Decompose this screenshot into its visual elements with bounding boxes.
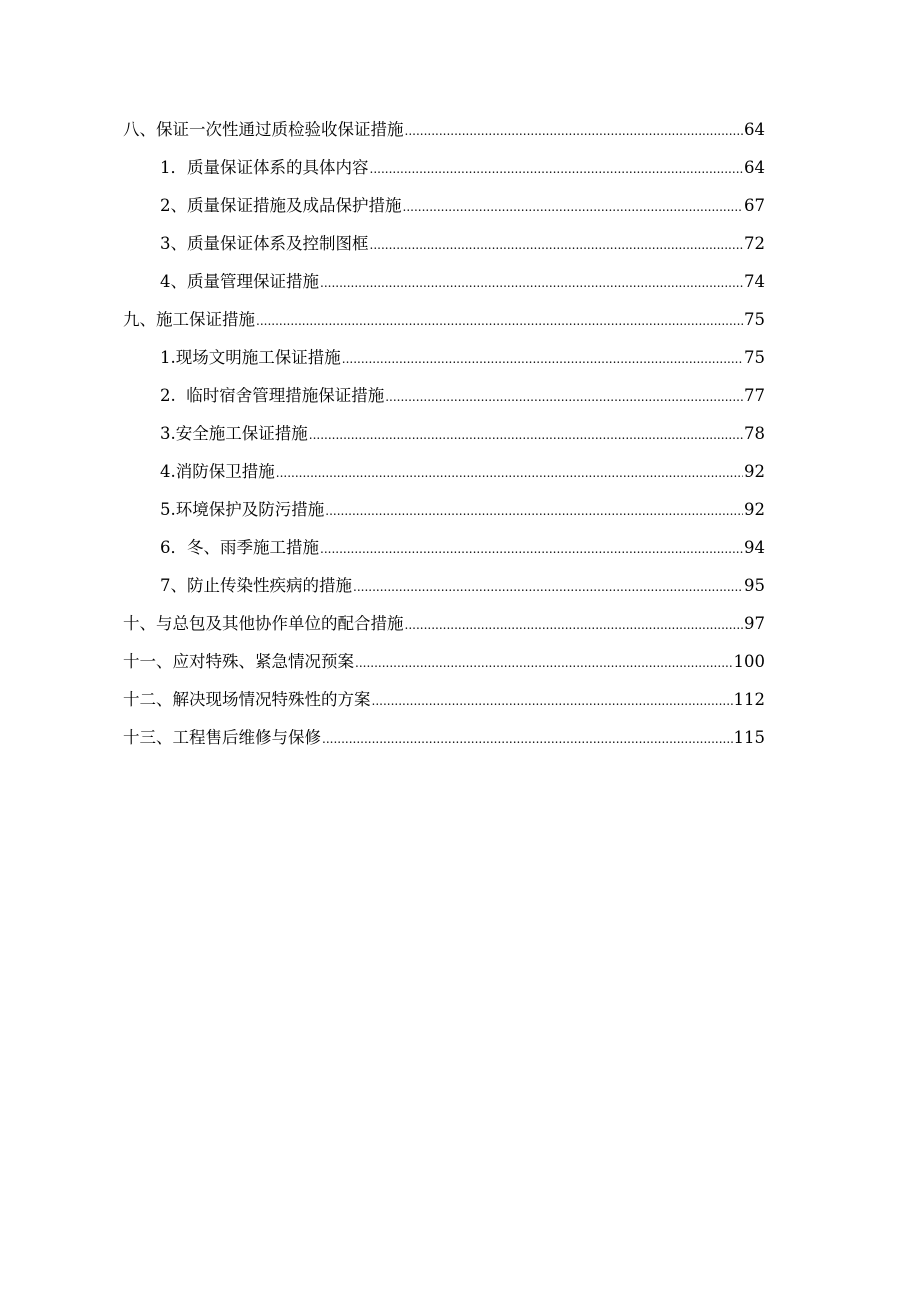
- toc-entry-title: 十三、工程售后维修与保修: [123, 728, 321, 747]
- toc-entry-8-1[interactable]: [123, 152, 765, 190]
- toc-entry-page: 75: [744, 310, 765, 329]
- toc-entry-title: 6．冬、雨季施工措施: [160, 538, 319, 557]
- toc-dot-leader: [325, 495, 743, 527]
- toc-dot-leader: [256, 305, 743, 337]
- toc-entry-title: 2、质量保证措施及成品保护措施: [160, 196, 402, 215]
- toc-dot-leader: [372, 685, 733, 717]
- toc-entry-title: 2. 临时宿舍管理措施保证措施: [160, 386, 385, 405]
- toc-entry-title: 十二、解决现场情况特殊性的方案: [123, 690, 371, 709]
- toc-entry-title: 4、质量管理保证措施: [160, 272, 319, 291]
- toc-dot-leader: [370, 229, 744, 261]
- toc-entry-11[interactable]: [123, 646, 765, 684]
- toc-entry-8[interactable]: [123, 114, 765, 152]
- toc-dot-leader: [342, 343, 743, 375]
- toc-entry-9[interactable]: [123, 304, 765, 342]
- toc-entry-page: 75: [744, 348, 765, 367]
- toc-entry-8-4[interactable]: [123, 266, 765, 304]
- toc-entry-page: 72: [744, 234, 765, 253]
- toc-entry-page: 92: [744, 500, 765, 519]
- toc-entry-page: 74: [744, 272, 765, 291]
- toc-entry-page: 95: [744, 576, 765, 595]
- toc-entry-title: 1．质量保证体系的具体内容: [160, 158, 369, 177]
- toc-dot-leader: [353, 571, 743, 603]
- toc-entry-title: 3、质量保证体系及控制图框: [160, 234, 369, 253]
- toc-dot-leader: [322, 723, 733, 755]
- toc-entry-title: 5.环境保护及防污措施: [160, 500, 325, 519]
- toc-entry-9-3[interactable]: [123, 418, 765, 456]
- toc-entry-page: 78: [744, 424, 765, 443]
- toc-entry-title: 7、防止传染性疾病的措施: [160, 576, 352, 595]
- toc-entry-13[interactable]: [123, 722, 765, 760]
- toc-entry-title: 八、保证一次性通过质检验收保证措施: [123, 120, 404, 139]
- toc-entry-page: 112: [733, 690, 765, 709]
- toc-entry-12[interactable]: [123, 684, 765, 722]
- toc-entry-page: 64: [744, 158, 765, 177]
- toc-dot-leader: [309, 419, 743, 451]
- toc-entry-page: 97: [744, 614, 765, 633]
- toc-entry-9-7[interactable]: [123, 570, 765, 608]
- toc-entry-9-5[interactable]: [123, 494, 765, 532]
- toc-dot-leader: [403, 191, 744, 223]
- toc-dot-leader: [405, 115, 744, 147]
- toc-dot-leader: [385, 381, 743, 413]
- toc-entry-page: 67: [744, 196, 765, 215]
- toc-entry-page: 94: [744, 538, 765, 557]
- toc-entry-page: 92: [744, 462, 765, 481]
- toc-entry-9-4[interactable]: [123, 456, 765, 494]
- toc-entry-title: 十一、应对特殊、紧急情况预案: [123, 652, 354, 671]
- toc-entry-9-1[interactable]: [123, 342, 765, 380]
- toc-entry-title: 九、施工保证措施: [123, 310, 255, 329]
- toc-entry-8-2[interactable]: [123, 190, 765, 228]
- toc-dot-leader: [320, 267, 743, 299]
- toc-dot-leader: [276, 457, 743, 489]
- toc-entry-page: 64: [744, 120, 765, 139]
- toc-dot-leader: [370, 153, 744, 185]
- toc-dot-leader: [405, 609, 744, 641]
- toc-entry-title: 3.安全施工保证措施: [160, 424, 308, 443]
- toc-dot-leader: [320, 533, 743, 565]
- toc-entry-page: 115: [733, 728, 765, 747]
- toc-entry-title: 1.现场文明施工保证措施: [160, 348, 341, 367]
- toc-entry-8-3[interactable]: [123, 228, 765, 266]
- toc-entry-9-2[interactable]: [123, 380, 765, 418]
- toc-entry-9-6[interactable]: [123, 532, 765, 570]
- toc-entry-page: 77: [744, 386, 765, 405]
- toc-dot-leader: [355, 647, 733, 679]
- toc-entry-title: 4.消防保卫措施: [160, 462, 275, 481]
- toc-entry-10[interactable]: [123, 608, 765, 646]
- toc-entry-title: 十、与总包及其他协作单位的配合措施: [123, 614, 404, 633]
- toc-entry-page: 100: [733, 652, 765, 671]
- table-of-contents: [123, 114, 765, 760]
